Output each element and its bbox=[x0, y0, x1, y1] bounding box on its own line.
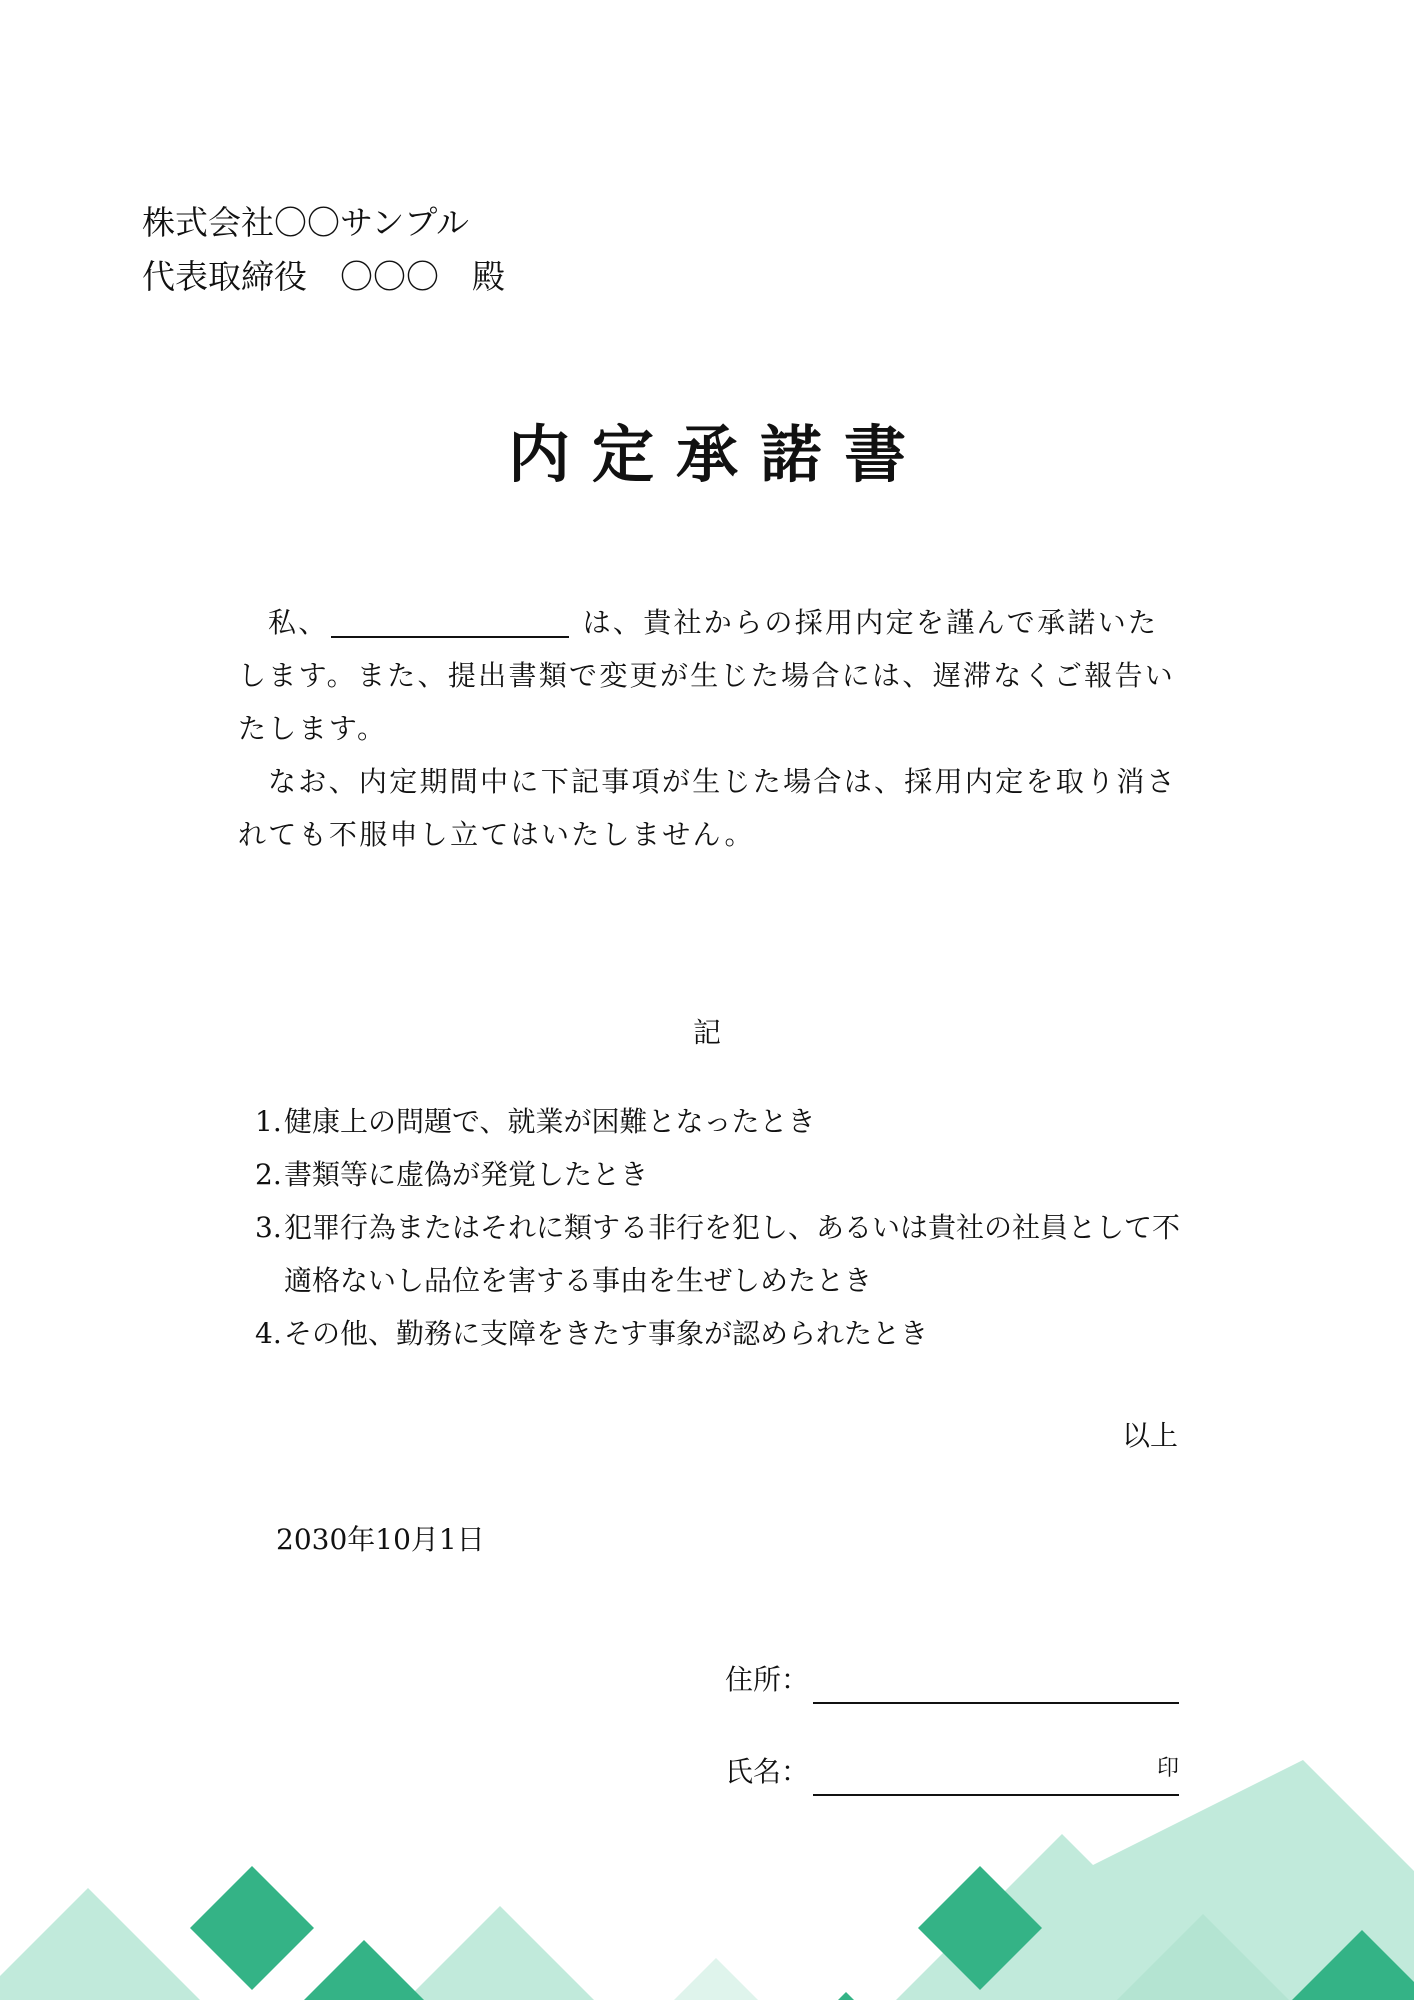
body-first-rest: は、貴社からの採用内定を謹んで承諾いたします。また、提出書類で変更が生じた場合には、遅滞なくご報告いたします。 bbox=[238, 606, 1176, 745]
list-item bbox=[255, 1307, 1185, 1360]
addressee-representative: 代表取締役 〇〇〇 殿 bbox=[142, 257, 505, 296]
address-line bbox=[813, 1702, 1179, 1704]
name-blank-line bbox=[331, 606, 569, 638]
list-item-number: 2. bbox=[255, 1158, 282, 1191]
document-date: 2030年10月1日 bbox=[276, 1523, 485, 1556]
list-item-number: 3. bbox=[255, 1211, 282, 1244]
decorative-diamond-pattern bbox=[0, 1740, 1414, 2000]
deco-diamond-dark bbox=[304, 1940, 424, 2000]
list-item-number: 4. bbox=[255, 1317, 282, 1350]
address-label: 住所： bbox=[725, 1663, 810, 1696]
body-text bbox=[238, 596, 1178, 861]
list-item bbox=[255, 1095, 1185, 1148]
addressee-company: 株式会社〇〇サンプル bbox=[142, 203, 470, 242]
list-item bbox=[255, 1201, 1185, 1307]
list-item-text: 書類等に虚偽が発覚したとき bbox=[284, 1158, 649, 1191]
seal-mark: 印 bbox=[1156, 1756, 1179, 1781]
deco-diamond-light bbox=[0, 1888, 200, 2000]
conditions-list bbox=[255, 1095, 1185, 1360]
list-item-text: その他、勤務に支障をきたす事象が認められたとき bbox=[284, 1317, 929, 1350]
deco-diamond-dark bbox=[838, 1992, 854, 2000]
body-paragraph-2: なお、内定期間中に下記事項が生じた場合は、採用内定を取り消されても不服申し立てはいたしません。 bbox=[238, 765, 1178, 851]
deco-diamond-pale bbox=[674, 1958, 758, 2000]
address-signature-row bbox=[725, 1654, 1179, 1704]
list-item-text: 犯罪行為またはそれに類する非行を犯し、あるいは貴社の社員として不適格ないし品位を害する事由を生ぜしめたとき bbox=[284, 1211, 1181, 1297]
body-paragraph-1 bbox=[238, 596, 1178, 755]
list-item-text: 健康上の問題で、就業が困難となったとき bbox=[284, 1105, 816, 1138]
document-title: 内定承諾書 bbox=[507, 418, 928, 491]
addressee-block bbox=[142, 196, 505, 304]
deco-diamond-dark bbox=[190, 1866, 314, 1990]
closing-ijo: 以上 bbox=[1121, 1419, 1178, 1452]
body-first-prefix: 私、 bbox=[268, 606, 329, 639]
deco-diamond-light bbox=[406, 1906, 594, 2000]
list-item-number: 1. bbox=[255, 1105, 282, 1138]
list-item bbox=[255, 1148, 1185, 1201]
name-label: 氏名： bbox=[725, 1755, 810, 1788]
ki-heading: 記 bbox=[692, 1016, 721, 1049]
